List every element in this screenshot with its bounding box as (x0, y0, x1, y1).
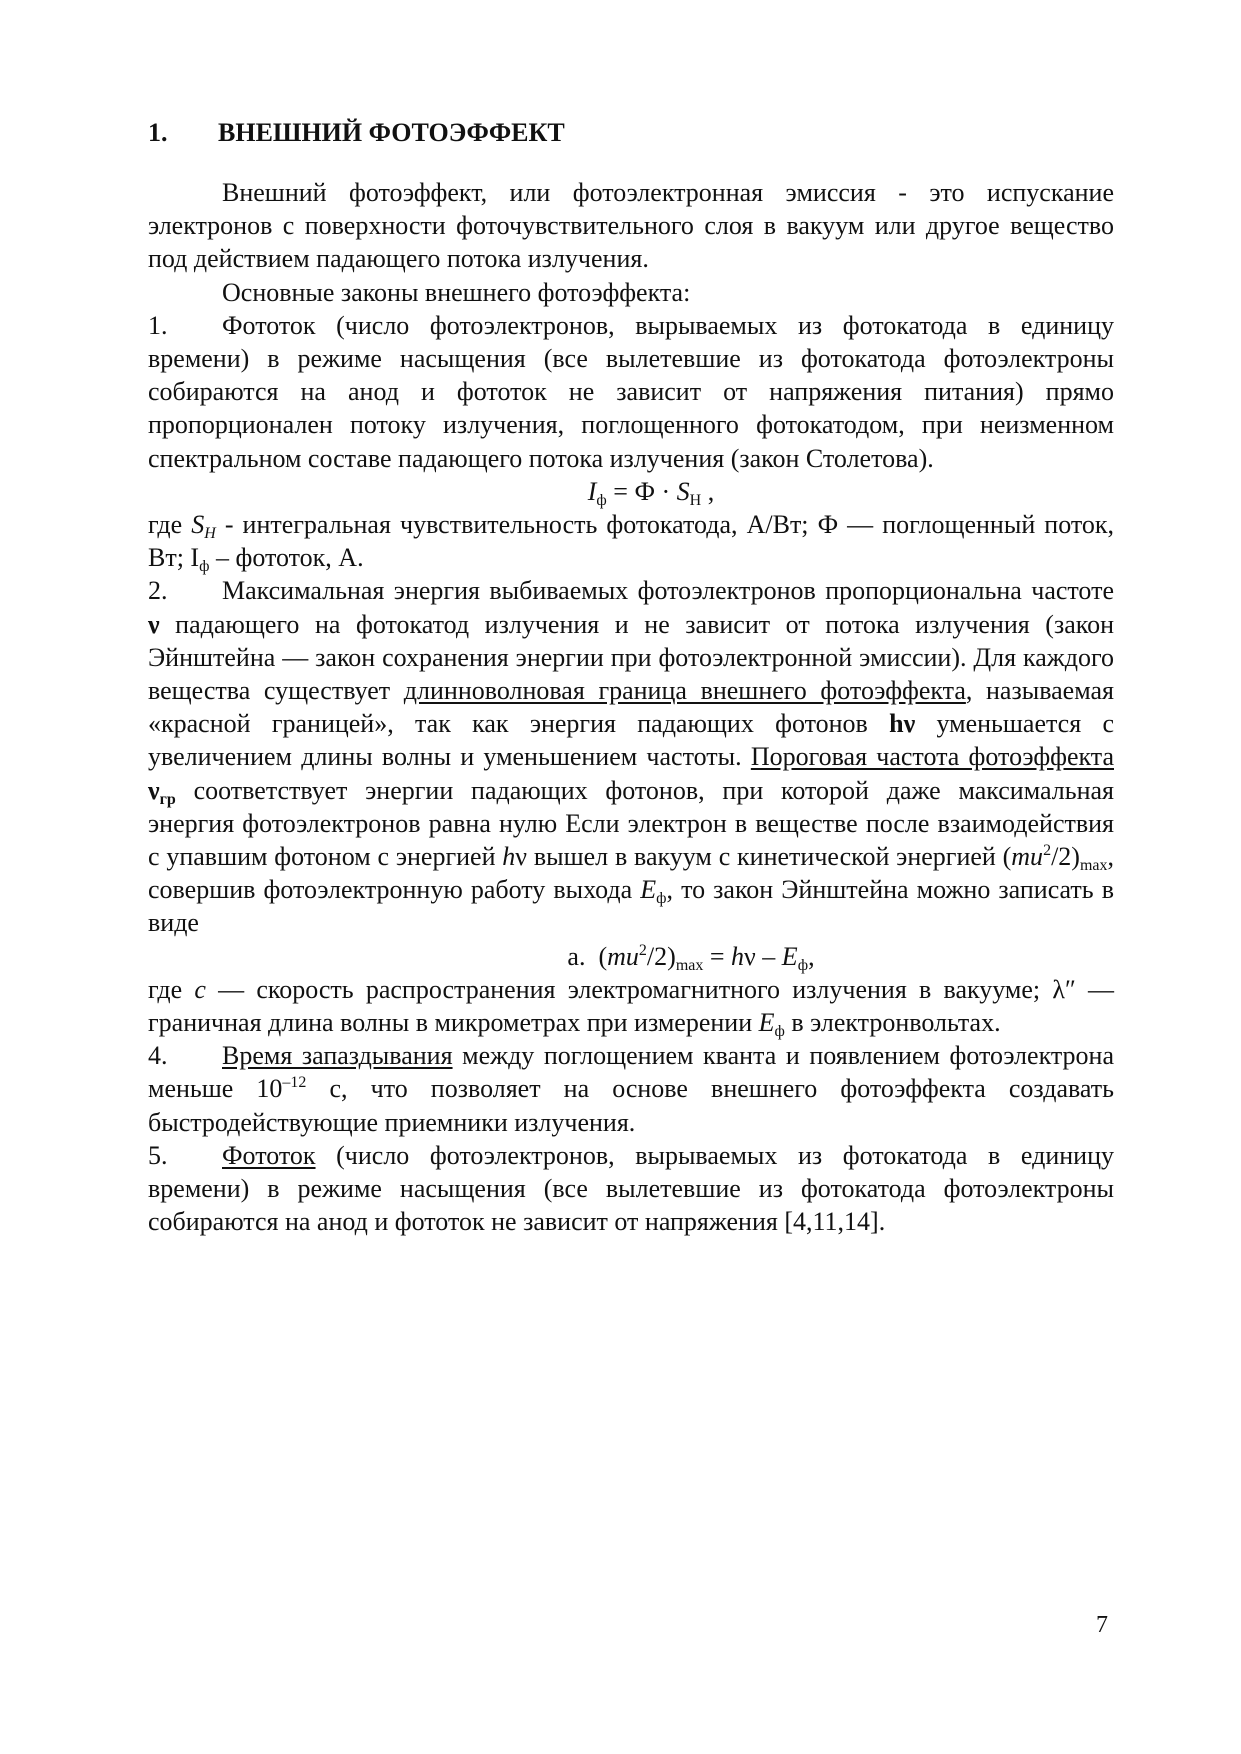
einstein-where: где c — скорость распространения электромагнитного излучения в вакууме; λ″ — граничная длина волны в микрометрах при измерении $E_ф$ в электронвольтах. (148, 974, 1114, 1041)
section-heading (148, 118, 565, 148)
law-number-2: 2. (148, 576, 168, 606)
delay-time-term: Время запаздывания (222, 1041, 453, 1071)
section-number: 1. (148, 118, 168, 147)
law-item-5: 5. Фототок (число фотоэлектронов, вырываемых из фотокатода в единицу времени) в режиме насыщения (все вылетевшие из фотокатода фотоэлектроны собираются на анод и фототок не зависит от напряжения [4,11,14]. (148, 1140, 1114, 1237)
stoletov-formula: $I_ф = Ф \cdot S_Н$ , (587, 476, 715, 509)
law-item-2: 2. Максимальная энергия выбиваемых фотоэлектронов пропорциональна частоте ν падающего на фотокатод излучения и не зависит от потока излучения (закон Эйнштейна — закон сохранения энергии при фотоэлектронной эмиссии). Для каждого вещества существует длинноволновая граница внешнего фотоэффекта, называемая «красной границей», так как энергия падающих фотонов hν уменьшается с увеличением длины волны и уменьшением частоты. Пороговая частота фотоэффекта $\nu_{гр}$ соответствует энергии падающих фотонов, при которой даже максимальная энергия фотоэлектронов равна нулю Если электрон в веществе после взаимодействия с упавшим фотоном с энергией hν вышел в вакуум с кинетической энергией $(mu^2/2)_{max}$, совершив фотоэлектронную работу выхода $E_ф$, то закон Эйнштейна можно записать в виде (148, 576, 1114, 938)
einstein-formula: a. $(mu^2/2)_{max} = h\nu - E_ф$, (567, 941, 815, 974)
stoletov-where: где $S_H$ - интегральная чувствительность фотокатода, А/Вт; Ф — поглощенный поток, Вт; $I_ф$ – фототок, А. (148, 510, 1115, 576)
section-title: ВНЕШНИЙ ФОТОЭФФЕКТ (218, 118, 565, 147)
intro-paragraph: Внешний фотоэффект, или фотоэлектронная эмиссия - это испускание электронов с поверхности фоточувствительного слоя в вакуум или другое вещество под действием падающего потока излучения. (148, 178, 1114, 274)
law-number-4: 4. (148, 1041, 168, 1071)
laws-lead: Основные законы внешнего фотоэффекта: (222, 277, 691, 307)
threshold-frequency-term: Пороговая частота фотоэффекта (750, 742, 1114, 772)
law-number-5: 5. (148, 1140, 168, 1170)
photocurrent-term: Фототок (222, 1140, 316, 1170)
law-item-4: 4. Время запаздывания между поглощением кванта и появлением фотоэлектрона меньше $10^{-12}$ с, что позволяет на основе внешнего фотоэффекта создавать быстродействующие приемники излучения. (148, 1041, 1115, 1137)
red-border-term: длинноволновая граница внешнего фотоэффекта (403, 676, 966, 706)
document-page (148, 0, 1114, 1754)
law-item-1: 1. Фототок (число фотоэлектронов, вырываемых из фотокатода в единицу времени) в режиме насыщения (все вылетевшие из фотокатода фотоэлектроны собираются на анод и фототок не зависит от напряжения питания) прямо пропорционален потоку излучения, поглощенного фотокатодом, при неизменном спектральном составе падающего потока излучения (закон Столетова). (148, 310, 1114, 473)
law-number-1: 1. (148, 310, 168, 340)
document-body (148, 176, 1114, 1239)
page-number: 7 (1096, 1612, 1108, 1638)
